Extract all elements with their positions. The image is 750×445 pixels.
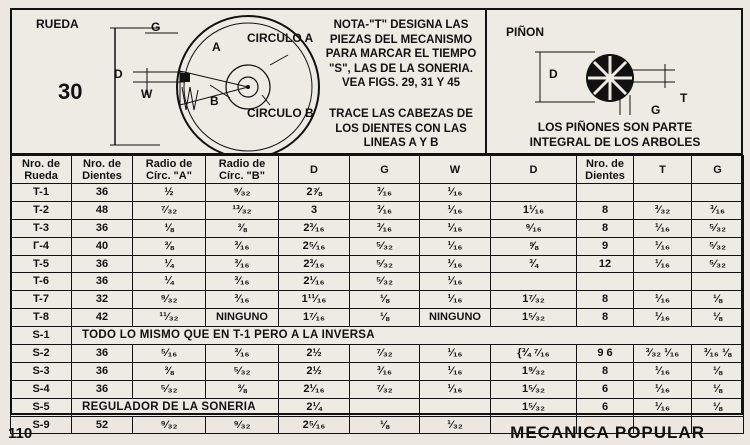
table-cell: ³⁄₁₆ — [350, 184, 420, 202]
table-cell: ³⁄₁₆ ⅛ — [692, 345, 744, 363]
table-cell — [420, 398, 491, 416]
table-row — [11, 309, 744, 327]
table-cell: ⅛ — [350, 416, 420, 434]
note-line: NOTA-"T" DESIGNA LAS — [333, 19, 469, 31]
table-cell: 36 — [72, 380, 133, 398]
table-cell: 2³⁄₁₆ — [279, 219, 350, 237]
header-cell: W — [420, 156, 491, 184]
table-cell: T-5 — [11, 255, 72, 273]
table-cell: Г-4 — [11, 237, 72, 255]
table-cell: ⅜ — [206, 380, 279, 398]
table-cell: 8 — [577, 201, 634, 219]
table-cell: 1⁵⁄₃₂ — [491, 309, 577, 327]
table-cell: S-5 — [11, 398, 72, 416]
dim-w-label: W — [141, 87, 153, 101]
dim-d-label: D — [114, 67, 123, 81]
table-cell: ¼ — [133, 255, 206, 273]
table-cell: 1⁷⁄₁₆ — [279, 309, 350, 327]
table-cell: T-6 — [11, 273, 72, 291]
table-cell: ³⁄₁₆ — [206, 291, 279, 309]
table-row — [11, 380, 744, 398]
dim-g-label: G — [151, 20, 161, 34]
table-cell: ¹⁄₁₆ — [420, 380, 491, 398]
table-cell — [577, 273, 634, 291]
table-cell: ⁵⁄₁₆ — [133, 345, 206, 363]
table-cell: ⁵⁄₃₂ — [350, 255, 420, 273]
table-cell: ⁷⁄₃₂ — [133, 201, 206, 219]
header-cell: T — [634, 156, 692, 184]
table-cell: ⁷⁄₃₂ — [350, 380, 420, 398]
table-cell — [491, 273, 577, 291]
header-cell: G — [350, 156, 420, 184]
table-cell: ⁵⁄₃₂ — [133, 380, 206, 398]
table-cell: ¹⁄₁₆ — [420, 273, 491, 291]
table-row — [11, 345, 744, 363]
trace-line: TRACE LAS CABEZAS DE — [329, 108, 473, 120]
table-cell: ¹⁄₁₆ — [634, 362, 692, 380]
table-row — [11, 237, 744, 255]
table-cell: T-7 — [11, 291, 72, 309]
table-cell: 36 — [72, 345, 133, 363]
table-cell: 8 — [577, 219, 634, 237]
table-cell: ¹³⁄₃₂ — [206, 201, 279, 219]
table-row — [11, 291, 744, 309]
header-cell: Radio de Círc. "B" — [206, 156, 279, 184]
table-cell: ⅛ — [133, 219, 206, 237]
table-cell: S-3 — [11, 362, 72, 380]
note-block — [316, 18, 486, 91]
table-cell: 8 — [577, 362, 634, 380]
pinion-teeth — [588, 56, 632, 100]
rueda-number: 30 — [58, 79, 83, 104]
table-cell: ¾ — [491, 255, 577, 273]
table-row — [11, 327, 744, 345]
table-cell: ¹⁄₁₆ — [634, 380, 692, 398]
table-cell: ¹⁄₁₆ — [420, 184, 491, 202]
table-cell: ⁹⁄₁₆ — [491, 219, 577, 237]
table-cell: ¹⁄₁₆ — [420, 201, 491, 219]
table-cell: ⅛ — [692, 398, 744, 416]
note-line: "S", LAS DE LA SONERIA. — [328, 62, 474, 75]
table-cell: 52 — [72, 416, 133, 434]
table-cell: ⅛ — [692, 362, 744, 380]
table-cell: ⅛ — [692, 291, 744, 309]
table-cell: ⅛ — [692, 380, 744, 398]
table-cell: ⁹⁄₃₂ — [206, 416, 279, 434]
table-cell: ³⁄₁₆ — [350, 362, 420, 380]
label-a: A — [212, 40, 221, 54]
table-row — [11, 184, 744, 202]
table-cell: ¹⁄₁₆ — [420, 255, 491, 273]
table-cell: S-2 — [11, 345, 72, 363]
table-cell: ⅜ — [206, 219, 279, 237]
table-row — [11, 255, 744, 273]
table-cell: 36 — [72, 184, 133, 202]
table-cell: ⁵⁄₃₂ — [692, 237, 744, 255]
table-cell: ⁵⁄₃₂ — [350, 237, 420, 255]
table-cell: ¹⁄₁₆ — [634, 255, 692, 273]
table-cell: {¾ ⁷⁄₁₆ — [491, 345, 577, 363]
table-cell: ³⁄₁₆ — [692, 201, 744, 219]
note-line: PIEZAS DEL MECANISMO — [329, 33, 473, 46]
table-cell: ¹⁄₁₆ — [634, 398, 692, 416]
table-cell: ⁵⁄₃₂ — [350, 273, 420, 291]
table-cell: ¹⁄₃₂ — [420, 416, 491, 434]
table-cell: ¹⁄₁₆ — [634, 237, 692, 255]
gear-table — [10, 155, 744, 434]
table-cell: ⅜ — [133, 362, 206, 380]
table-cell: S-9 — [11, 416, 72, 434]
table-cell: T-2 — [11, 201, 72, 219]
note-line: PARA MARCAR EL TIEMPO — [325, 48, 477, 60]
table-cell: S-1 — [11, 327, 72, 345]
table-cell: ³⁄₁₆ — [206, 255, 279, 273]
pinion-t-label: T — [680, 91, 688, 105]
header-cell: D — [279, 156, 350, 184]
circulo-a-label: CIRCULO A — [247, 31, 314, 45]
table-cell: ³⁄₃₂ — [634, 201, 692, 219]
table-cell: T-1 — [11, 184, 72, 202]
table-cell: 32 — [72, 291, 133, 309]
trace-block — [316, 107, 486, 151]
table-cell: ⅛ — [350, 291, 420, 309]
table-cell: ⁹⁄₃₂ — [133, 416, 206, 434]
header-cell: G — [692, 156, 744, 184]
table-cell: ³⁄₃₂ ¹⁄₁₆ — [634, 345, 692, 363]
table-cell: 36 — [72, 273, 133, 291]
trace-line: LINEAS A Y B — [363, 137, 439, 149]
table-cell — [692, 273, 744, 291]
table-cell: 8 — [577, 309, 634, 327]
header-cell: Nro. de Dientes — [577, 156, 634, 184]
table-cell: ³⁄₁₆ — [206, 345, 279, 363]
table-cell: TODO LO MISMO QUE EN T-1 PERO A LA INVERSA — [72, 327, 744, 345]
label-b: B — [210, 94, 219, 108]
table-cell: 48 — [72, 201, 133, 219]
table-cell: ⁵⁄₃₂ — [692, 219, 744, 237]
table-cell: ¼ — [133, 273, 206, 291]
pinion-d-label: D — [549, 67, 558, 81]
table-cell: ⁷⁄₃₂ — [350, 345, 420, 363]
table-cell: 2⅞ — [279, 184, 350, 202]
pinion-caption-line: INTEGRAL DE LOS ARBOLES — [529, 134, 701, 149]
table-cell — [491, 184, 577, 202]
table-cell: ³⁄₁₆ — [206, 237, 279, 255]
table-cell: 40 — [72, 237, 133, 255]
page-number: 110 — [8, 425, 33, 442]
table-cell: ³⁄₁₆ — [206, 273, 279, 291]
table-cell: 42 — [72, 309, 133, 327]
table-cell: ⅜ — [133, 237, 206, 255]
trace-line: LOS DIENTES CON LAS — [335, 122, 467, 135]
table-cell: ¹⁄₁₆ — [634, 291, 692, 309]
header-cell: Nro. de Dientes — [72, 156, 133, 184]
table-cell: 2¹⁄₁₆ — [279, 273, 350, 291]
table-cell: ³⁄₁₆ — [350, 219, 420, 237]
table-cell: T-3 — [11, 219, 72, 237]
table-header — [11, 156, 744, 184]
table-row — [11, 398, 744, 416]
header-cell: Radio de Círc. "A" — [133, 156, 206, 184]
table-cell: T-8 — [11, 309, 72, 327]
table-cell: REGULADOR DE LA SONERIA — [72, 398, 279, 416]
table-cell: S-4 — [11, 380, 72, 398]
table-cell: 1⁹⁄₃₂ — [491, 362, 577, 380]
table-cell: 2½ — [279, 362, 350, 380]
table-cell — [350, 398, 420, 416]
table-cell: 36 — [72, 255, 133, 273]
table-cell: 6 — [577, 380, 634, 398]
table-cell: 1⁵⁄₃₂ — [491, 380, 577, 398]
table-cell: 2¼ — [279, 398, 350, 416]
table-cell: 2³⁄₁₆ — [279, 255, 350, 273]
table-cell: 8 — [577, 291, 634, 309]
table-cell: ¹⁄₁₆ — [634, 309, 692, 327]
table-cell: NINGUNO — [206, 309, 279, 327]
tooth-head — [180, 73, 190, 82]
table-cell: 12 — [577, 255, 634, 273]
table-row — [11, 362, 744, 380]
rueda-title: RUEDA — [36, 17, 79, 31]
table-cell: 1¹¹⁄₁₆ — [279, 291, 350, 309]
table-cell: 2½ — [279, 345, 350, 363]
table-row — [11, 219, 744, 237]
header-cell: Nro. de Rueda — [11, 156, 72, 184]
table-cell — [692, 184, 744, 202]
table-cell: 1⁷⁄₃₂ — [491, 291, 577, 309]
table-cell: 36 — [72, 219, 133, 237]
table-cell: ³⁄₁₆ — [350, 201, 420, 219]
table-cell: ¹⁄₁₆ — [420, 219, 491, 237]
table-cell: ¹⁄₁₆ — [420, 291, 491, 309]
table-cell: 2¹⁄₁₆ — [279, 380, 350, 398]
table-cell: ⅛ — [350, 309, 420, 327]
table-cell: 1⁵⁄₃₂ — [491, 398, 577, 416]
circle-a-pointer — [270, 55, 288, 65]
header-cell: D — [491, 156, 577, 184]
table-cell: ⁵⁄₃₂ — [206, 362, 279, 380]
table-cell: 9 6 — [577, 345, 634, 363]
table-row — [11, 273, 744, 291]
table-cell: ⅛ — [692, 309, 744, 327]
table-cell: ½ — [133, 184, 206, 202]
table-row — [11, 201, 744, 219]
pinion-caption-line: LOS PIÑONES SON PARTE — [537, 120, 693, 134]
table-cell: 2⁵⁄₁₆ — [279, 416, 350, 434]
table-cell: ⅝ — [491, 237, 577, 255]
table-cell: ⁹⁄₃₂ — [206, 184, 279, 202]
table-cell: ¹⁄₁₆ — [420, 237, 491, 255]
table-cell: ¹¹⁄₃₂ — [133, 309, 206, 327]
note-line: VEA FIGS. 29, 31 Y 45 — [341, 77, 461, 89]
pinion-g-label: G — [651, 103, 661, 117]
pinon-title: PIÑON — [506, 25, 545, 39]
table-cell: 3 — [279, 201, 350, 219]
circulo-b-label: CIRCULO B — [247, 106, 314, 120]
table-cell — [577, 184, 634, 202]
table-cell: 2⁵⁄₁₆ — [279, 237, 350, 255]
table-cell: 36 — [72, 362, 133, 380]
table-cell: 9 — [577, 237, 634, 255]
table-cell — [634, 184, 692, 202]
magazine-title: MECANICA POPULAR — [510, 423, 705, 442]
table-cell: 1¹⁄₁₆ — [491, 201, 577, 219]
table-cell: ¹⁄₁₆ — [634, 219, 692, 237]
pinion-caption — [500, 120, 730, 149]
table-cell — [634, 273, 692, 291]
table-cell: ¹⁄₁₆ — [420, 362, 491, 380]
table-cell: ¹⁄₁₆ — [420, 345, 491, 363]
table-cell: ⁹⁄₃₂ — [133, 291, 206, 309]
table-cell: NINGUNO — [420, 309, 491, 327]
table-cell: 6 — [577, 398, 634, 416]
table-cell: ⁵⁄₃₂ — [692, 255, 744, 273]
